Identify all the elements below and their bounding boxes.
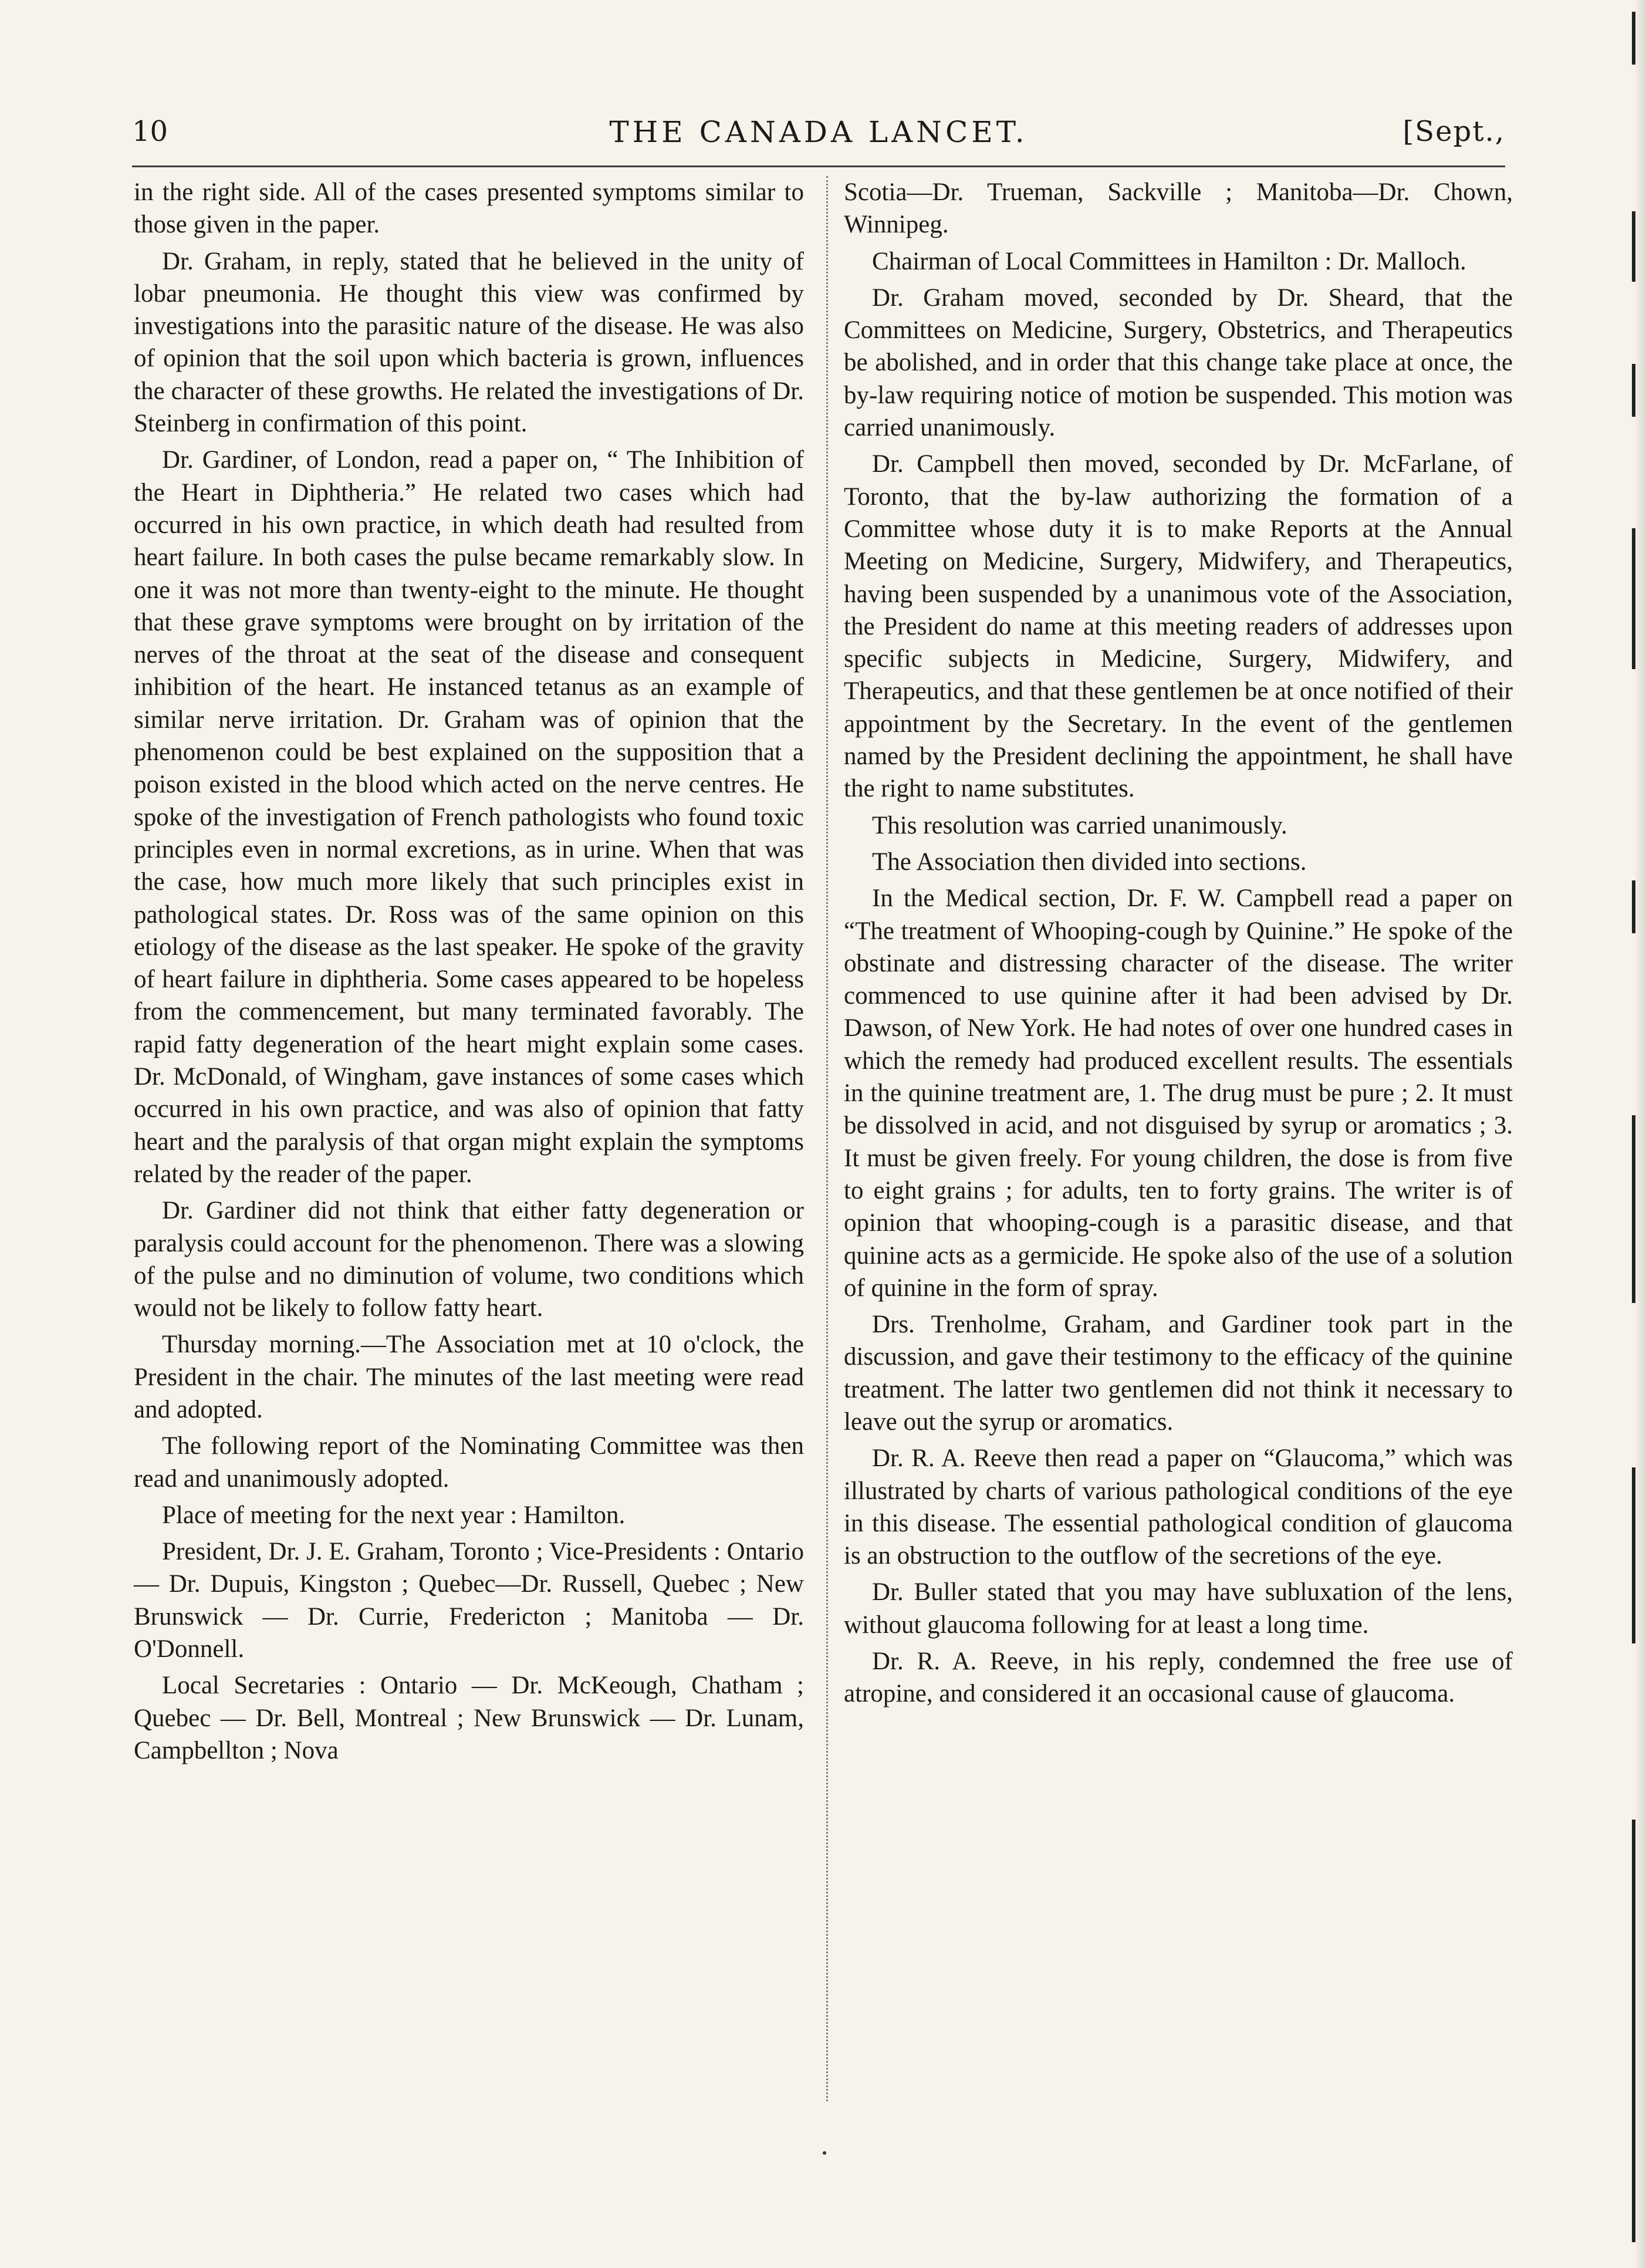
print-speck bbox=[823, 2151, 826, 2155]
paragraph: Dr. Campbell then moved, seconded by Dr. McFarlane, of Toronto, that the by-law authorizing the formation of a Committee whose duty it is to make Reports at the Annual Meeting on Medicine, Surgery, Midwifery, and Therapeutics, having been suspended by a unanimous vote of the Association, the President do name at this meeting readers of addresses upon specific subjects in Medicine, Surgery, Midwifery, and Therapeutics, and that these gentlemen be at once notified of their appointment by the Secretary. In the event of the gentlemen named by the President declining the appointment, he shall have the right to name substitutes. bbox=[844, 450, 1513, 803]
binding-edge-mark bbox=[1632, 880, 1635, 933]
binding-edge-mark bbox=[1632, 364, 1635, 417]
page-number: 10 bbox=[132, 115, 168, 148]
paragraph: Dr. R. A. Reeve then read a paper on “Glaucoma,” which was illustrated by charts of various pathological conditions of the eye in this disease. The essential pathological condition of glaucoma is an obstruction to the outflow of the secretions of the eye. bbox=[844, 1445, 1513, 1570]
paragraph: This resolution was carried unanimously. bbox=[872, 811, 1287, 839]
paragraph: Thursday morning.—The Association met at 10 o'clock, the President in the chair. The minutes of the last meeting were read and adopted. bbox=[134, 1331, 804, 1423]
paragraph: Dr. Graham moved, seconded by Dr. Sheard, that the Committees on Medicine, Surgery, Obstetrics, and Therapeutics be abolished, and in order that this change take place at once, the by-law requiring notice of motion be suspended. This motion was carried unanimously. bbox=[844, 284, 1513, 442]
paragraph: President, Dr. J. E. Graham, Toronto ; Vice-Presidents : Ontario — Dr. Dupuis, Kingston ; Quebec—Dr. Russell, Quebec ; New Brunswick — Dr. Currie, Fredericton ; Manitoba — Dr. O'Donnell. bbox=[134, 1538, 804, 1663]
binding-edge-mark bbox=[1632, 1820, 1635, 2242]
header-rule bbox=[132, 166, 1505, 167]
paragraph: Local Secretaries : Ontario — Dr. McKeough, Chatham ; Quebec — Dr. Bell, Montreal ; New Brunswick — Dr. Lunam, Campbellton ; Nova bbox=[134, 1672, 804, 1764]
paragraph: Dr. Buller stated that you may have subluxation of the lens, without glaucoma following for at least a long time. bbox=[844, 1578, 1513, 1639]
paragraph: Dr. Gardiner, of London, read a paper on, “ The Inhibition of the Heart in Diphtheria.” He related two cases which had occurred in his own practice, in which death had resulted from heart failure. In both cases the pulse became remarkably slow. In one it was not more than twenty-eight to the minute. He thought that these grave symptoms were brought on by irritation of the nerves of the throat at the seat of the disease and consequent inhibition of the heart. He instanced tetanus as an example of similar nerve irritation. Dr. Graham was of opinion that the phenomenon could be best explained on the supposition that a poison existed in the blood which acted on the nerve centres. He spoke of the investigation of French pathologists who found toxic principles even in normal excretions, as in urine. When that was the case, how much more likely that such principles exist in pathological states. Dr. Ross was of the same opinion on this etiology of the disease as the last speaker. He spoke of the gravity of heart failure in diphtheria. Some cases appeared to be hopeless from the commencement, but many terminated favorably. The rapid fatty degeneration of the heart might explain some cases. Dr. McDonald, of Wingham, gave instances of some cases which occurred in his own practice, and was also of opinion that fatty heart and the paralysis of that organ might explain the symptoms related by the reader of the paper. bbox=[134, 446, 804, 1188]
binding-edge-mark bbox=[1632, 1115, 1635, 1303]
paragraph: Chairman of Local Committees in Hamilton : Dr. Malloch. bbox=[872, 247, 1466, 275]
binding-edge-mark bbox=[1632, 528, 1635, 669]
binding-edge-mark bbox=[1632, 1467, 1635, 1643]
right-column bbox=[844, 176, 1513, 1715]
column-divider bbox=[826, 176, 828, 2101]
paragraph: Dr. R. A. Reeve, in his reply, condemned the free use of atropine, and considered it an occasional cause of glaucoma. bbox=[844, 1648, 1513, 1708]
paragraph: Dr. Graham, in reply, stated that he believed in the unity of lobar pneumonia. He thought this view was confirmed by investigations into the parasitic nature of the disease. He was also of opinion that the soil upon which bacteria is grown, influences the character of these growths. He related the investigations of Dr. Steinberg in confirmation of this point. bbox=[134, 247, 804, 438]
paragraph: In the Medical section, Dr. F. W. Campbell read a paper on “The treatment of Whooping-cough by Quinine.” He spoke of the obstinate and distressing character of the disease. The writer commenced to use quinine after it had been advised by Dr. Dawson, of New York. He had notes of over one hundred cases in which the remedy had produced excellent results. The essentials in the quinine treatment are, 1. The drug must be pure ; 2. It must be dissolved in acid, and not disguised by syrup or aromatics ; 3. It must be given freely. For young children, the dose is from five to eight grains ; for adults, ten to forty grains. The writer is of opinion that whooping-cough is a parasitic disease, and that quinine acts as a germicide. He spoke also of the use of a solution of quinine in the form of spray. bbox=[844, 885, 1513, 1302]
left-column bbox=[134, 176, 804, 1771]
running-header bbox=[132, 115, 1505, 162]
paragraph: Dr. Gardiner did not think that either fatty degeneration or paralysis could account for the phenomenon. There was a slowing of the pulse and no diminution of volume, two conditions which would not be likely to follow fatty heart. bbox=[134, 1197, 804, 1322]
paragraph: The following report of the Nominating Committee was then read and unanimously adopted. bbox=[134, 1432, 804, 1493]
paragraph: Drs. Trenholme, Graham, and Gardiner took part in the discussion, and gave their testimony to the efficacy of the quinine treatment. The latter two gentlemen did not think it necessary to leave out the syrup or aromatics. bbox=[844, 1311, 1513, 1436]
page-edge-shadow bbox=[1634, 0, 1646, 2268]
paragraph: The Association then divided into sections. bbox=[872, 848, 1307, 876]
binding-edge-mark bbox=[1632, 211, 1635, 282]
issue-month: [Sept., bbox=[1402, 115, 1505, 148]
binding-edge-mark bbox=[1632, 12, 1635, 65]
paragraph: in the right side. All of the cases presented symptoms similar to those given in the paper. bbox=[134, 178, 804, 239]
journal-title: THE CANADA LANCET. bbox=[609, 115, 1028, 149]
paragraph: Place of meeting for the next year : Hamilton. bbox=[162, 1501, 626, 1529]
paragraph: Scotia—Dr. Trueman, Sackville ; Manitoba—Dr. Chown, Winnipeg. bbox=[844, 178, 1513, 239]
